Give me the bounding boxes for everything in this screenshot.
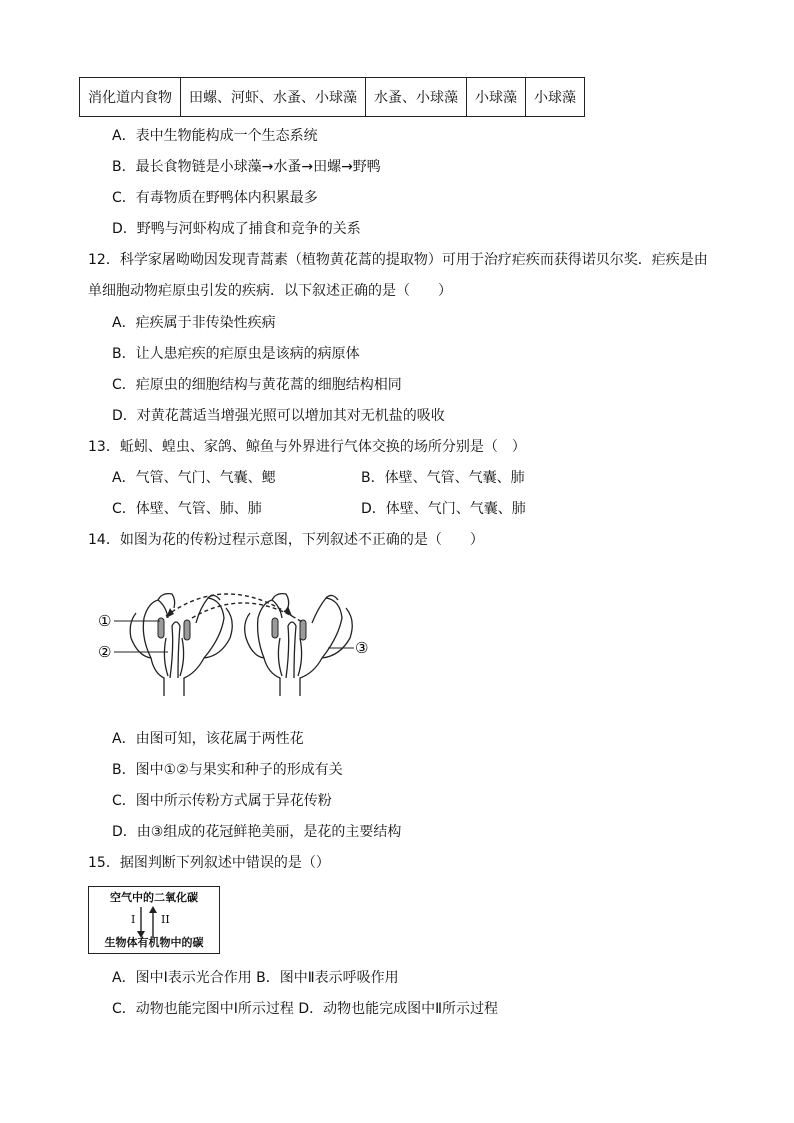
table-cell: 田螺、河虾、水蚤、小球藻 — [181, 78, 366, 117]
label-2: ② — [98, 643, 112, 661]
pollination-diagram — [96, 578, 386, 698]
q14-stem: 14．如图为花的传粉过程示意图，下列叙述不正确的是（ ） — [88, 532, 484, 548]
table-cell: 小球藻 — [467, 78, 526, 117]
q11-option-a: A．表中生物能构成一个生态系统 — [112, 128, 318, 144]
q15-options-line1: A．图中Ⅰ表示光合作用 B．图中Ⅱ表示呼吸作用 — [112, 970, 399, 986]
q12-stem-line2: 单细胞动物疟原虫引发的疾病．以下叙述正确的是（ ） — [88, 283, 452, 299]
diagram-bottom-label: 生物体有机物中的碳 — [104, 936, 204, 949]
q12-option-c: C．疟原虫的细胞结构与黄花蒿的细胞结构相同 — [112, 377, 402, 393]
table-cell: 水蚤、小球藻 — [366, 78, 467, 117]
q11-option-c: C．有毒物质在野鸭体内积累最多 — [112, 190, 318, 206]
label-3: ③ — [355, 639, 369, 657]
q11-option-d: D．野鸭与河虾构成了捕食和竞争的关系 — [112, 221, 361, 237]
label-1: ① — [98, 612, 112, 630]
table-cell: 小球藻 — [526, 78, 585, 117]
q14-option-c: C．图中所示传粉方式属于异花传粉 — [112, 793, 332, 809]
q12-option-b: B．让人患疟疾的疟原虫是该病的病原体 — [112, 346, 360, 362]
q13-stem: 13．蚯蚓、蝗虫、家鸽、鲸鱼与外界进行气体交换的场所分别是（ ） — [88, 439, 526, 455]
q15-stem: 15．据图判断下列叙述中错误的是（） — [88, 855, 330, 871]
q13-option-b: B．体壁、气管、气囊、肺 — [361, 470, 525, 486]
q12-option-a: A．疟疾属于非传染性疾病 — [112, 315, 276, 331]
q14-option-d: D．由③组成的花冠鲜艳美丽，是花的主要结构 — [112, 824, 402, 840]
diagram-top-label: 空气中的二氧化碳 — [110, 891, 198, 904]
flower-illustration — [96, 578, 386, 698]
table-cell-label: 消化道内食物 — [80, 78, 181, 117]
q13-option-a: A．气管、气门、气囊、鳃 — [112, 470, 276, 486]
carbon-cycle-diagram — [88, 886, 220, 954]
q13-option-c: C．体壁、气管、肺、肺 — [112, 501, 262, 517]
q14-option-a: A．由图可知，该花属于两性花 — [112, 731, 304, 747]
process-label-2: II — [161, 913, 170, 926]
table-row — [80, 78, 585, 117]
q13-option-d: D．体壁、气门、气囊、肺 — [361, 501, 526, 517]
q12-option-d: D．对黄花蒿适当增强光照可以增加其对无机盐的吸收 — [112, 408, 445, 424]
q14-option-b: B．图中①②与果实和种子的形成有关 — [112, 762, 343, 778]
q11-option-b: B．最长食物链是小球藻→水蚤→田螺→野鸭 — [112, 159, 381, 175]
process-label-1: I — [131, 913, 136, 926]
q12-stem-line1: 12．科学家屠呦呦因发现青蒿素（植物黄花蒿的提取物）可用于治疗疟疾而获得诺贝尔奖．疟疾是由 — [88, 252, 708, 268]
q15-options-line2: C．动物也能完图中Ⅰ所示过程 D．动物也能完成图中Ⅱ所示过程 — [112, 1001, 499, 1017]
food-table — [79, 77, 585, 117]
